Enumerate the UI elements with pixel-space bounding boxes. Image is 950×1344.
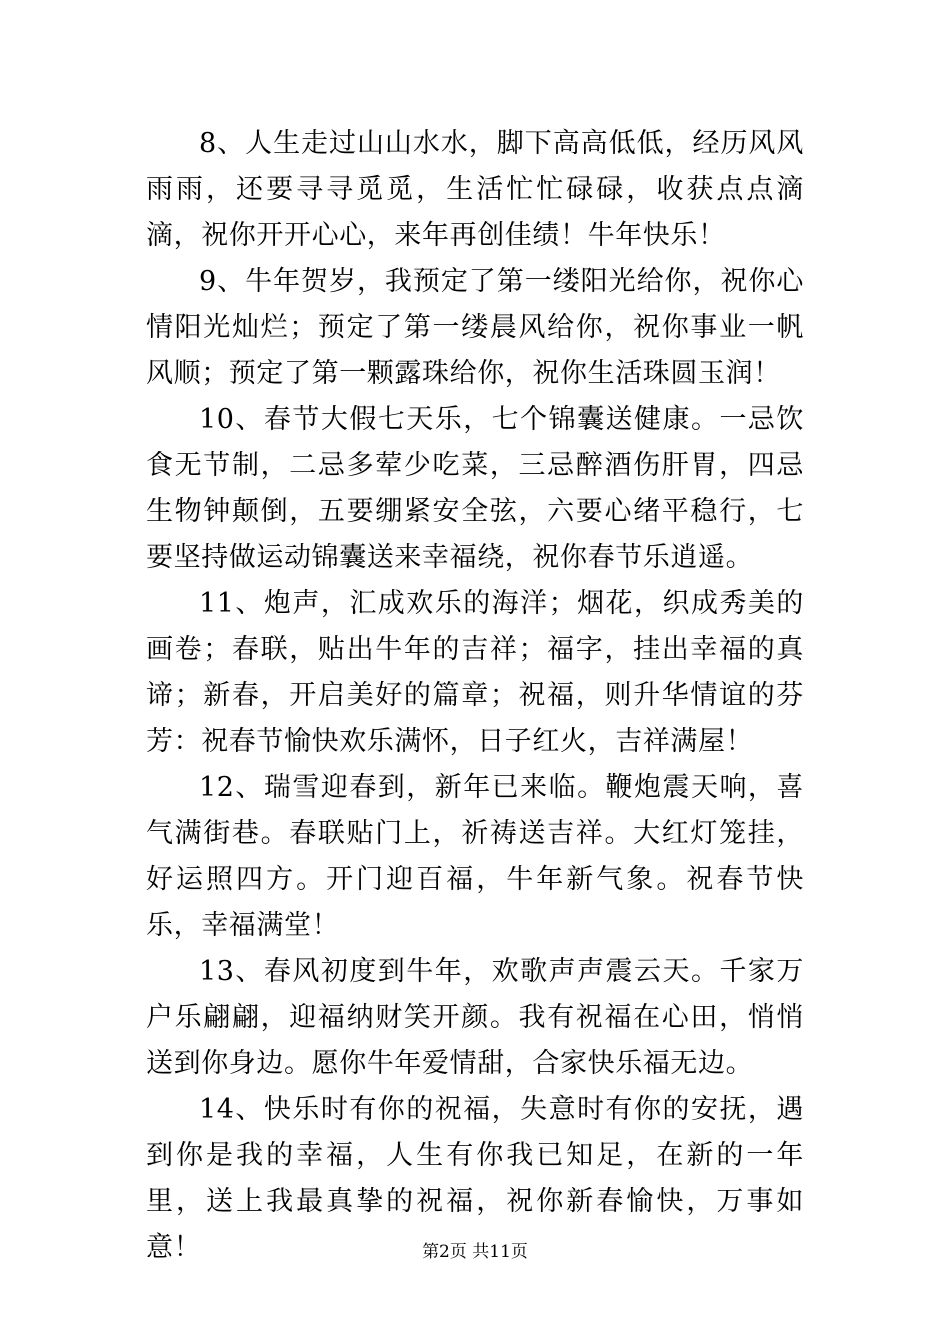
paragraph-11: 11、炮声，汇成欢乐的海洋；烟花，织成秀美的画卷；春联，贴出牛年的吉祥；福字，挂出幸福的真谛；新春，开启美好的篇章；祝福，则升华情谊的芬芳：祝春节愉快欢乐满怀，日子红火，吉祥满屋！ [146, 588, 804, 757]
paragraph-9: 9、牛年贺岁，我预定了第一缕阳光给你，祝你心情阳光灿烂；预定了第一缕晨风给你，祝你事业一帆风顺；预定了第一颗露珠给你，祝你生活珠圆玉润！ [146, 266, 804, 389]
paragraph-12: 12、瑞雪迎春到，新年已来临。鞭炮震天响，喜气满街巷。春联贴门上，祈祷送吉祥。大红灯笼挂，好运照四方。开门迎百福，牛年新气象。祝春节快乐，幸福满堂！ [146, 772, 804, 941]
paragraph-13: 13、春风初度到牛年，欢歌声声震云天。千家万户乐翩翩，迎福纳财笑开颜。我有祝福在心田，悄悄送到你身边。愿你牛年爱情甜，合家快乐福无边。 [146, 956, 804, 1079]
paragraph-8: 8、人生走过山山水水，脚下高高低低，经历风风雨雨，还要寻寻觅觅，生活忙忙碌碌，收获点点滴滴，祝你开开心心，来年再创佳绩！牛年快乐！ [146, 128, 804, 251]
document-body [146, 121, 804, 1271]
paragraph-10: 10、春节大假七天乐，七个锦囊送健康。一忌饮食无节制，二忌多荤少吃菜，三忌醉酒伤肝胃，四忌生物钟颠倒，五要绷紧安全弦，六要心绪平稳行，七要坚持做运动锦囊送来幸福绕，祝你春节乐逍遥。 [146, 404, 804, 573]
paragraph-14: 14、快乐时有你的祝福，失意时有你的安抚，遇到你是我的幸福，人生有你我已知足，在新的一年里，送上我最真挚的祝福，祝你新春愉快，万事如意！ [146, 1094, 804, 1263]
page-number-footer: 第2页 共11页 [422, 1242, 528, 1262]
